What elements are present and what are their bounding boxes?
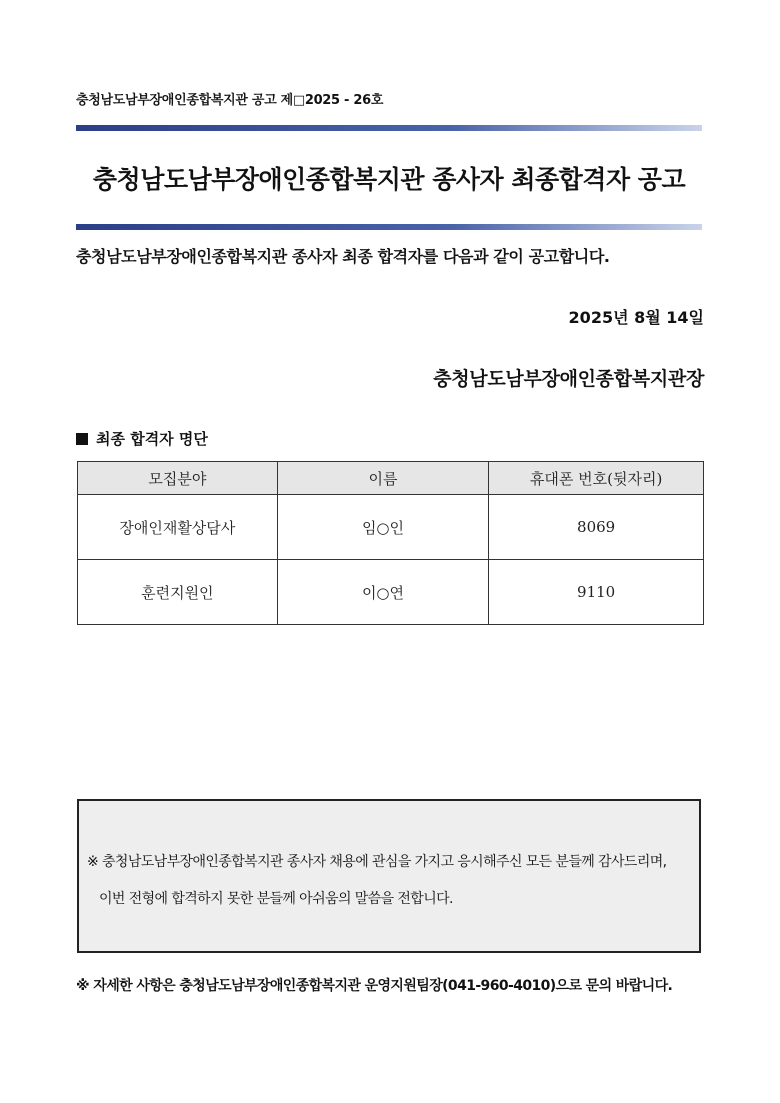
contact-footer: ※ 자세한 사항은 충청남도남부장애인종합복지관 운영지원팀장(041-960-4010)으로 문의 바랍니다. bbox=[76, 978, 673, 994]
section-heading-label: 최종 합격자 명단 bbox=[96, 430, 208, 448]
section-heading bbox=[76, 428, 208, 449]
header-field: 모집분야 bbox=[78, 462, 278, 495]
page-title: 충청남도남부장애인종합복지관 종사자 최종합격자 공고 bbox=[92, 165, 686, 194]
cell-phone: 8069 bbox=[489, 495, 704, 560]
title-top-rule bbox=[76, 125, 702, 131]
result-table bbox=[77, 461, 704, 625]
notice-box bbox=[77, 799, 701, 953]
table-header-row bbox=[78, 462, 704, 495]
signer: 충청남도남부장애인종합복지관장 bbox=[433, 368, 704, 390]
cell-name: 이○연 bbox=[277, 560, 489, 625]
announcement-date: 2025년 8월 14일 bbox=[568, 308, 704, 327]
notice-line-1: ※ 충청남도남부장애인종합복지관 종사자 채용에 관심을 가지고 응시해주신 모든 분들께 감사드리며, bbox=[87, 854, 667, 870]
table-row bbox=[78, 560, 704, 625]
notice-number: 충청남도남부장애인종합복지관 공고 제□2025 - 26호 bbox=[76, 93, 384, 108]
cell-name: 임○인 bbox=[277, 495, 489, 560]
notice-line-2: 이번 전형에 합격하지 못한 분들께 아쉬움의 말씀을 전합니다. bbox=[99, 891, 453, 907]
square-bullet-icon bbox=[76, 433, 88, 445]
cell-field: 훈련지원인 bbox=[78, 560, 278, 625]
title-bottom-rule bbox=[76, 224, 702, 230]
table-row bbox=[78, 495, 704, 560]
header-name: 이름 bbox=[277, 462, 489, 495]
cell-field: 장애인재활상담사 bbox=[78, 495, 278, 560]
intro-text: 충청남도남부장애인종합복지관 종사자 최종 합격자를 다음과 같이 공고합니다. bbox=[76, 247, 610, 266]
header-phone: 휴대폰 번호(뒷자리) bbox=[489, 462, 704, 495]
cell-phone: 9110 bbox=[489, 560, 704, 625]
